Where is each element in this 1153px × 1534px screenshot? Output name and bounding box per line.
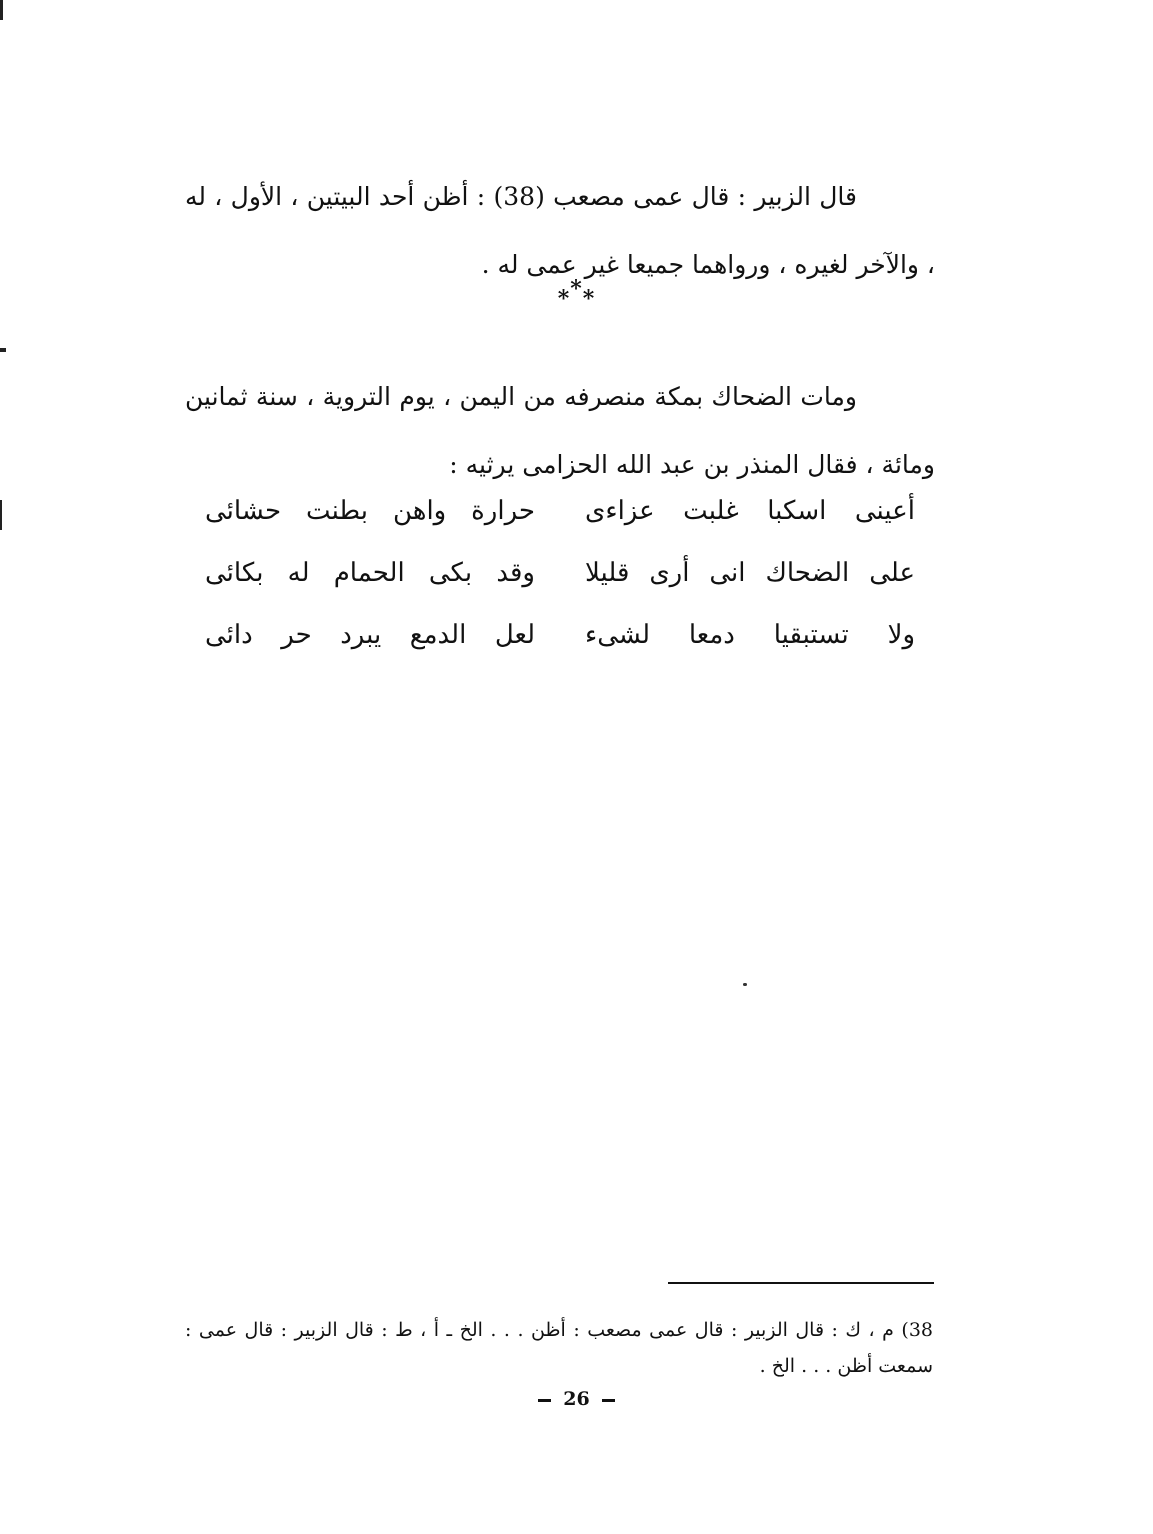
paragraph-zubayr-note (185, 163, 935, 299)
page-number-dash (602, 1399, 615, 1402)
second-hemistich: لعل الدمع يبرد حر دائى (205, 620, 535, 650)
footnote-separator (668, 1282, 934, 1284)
page-number (0, 1388, 1153, 1410)
poem-verse (205, 480, 915, 542)
first-hemistich: أعينى اسكبا غلبت عزاءى (585, 496, 915, 526)
poem-verse (205, 604, 915, 666)
scan-edge-mark (0, 500, 2, 530)
paragraph-death-of-dahhak (185, 363, 935, 499)
scan-edge-mark (0, 348, 6, 352)
page-number-dash (538, 1399, 551, 1402)
scan-edge-mark (0, 0, 3, 20)
second-hemistich: حرارة واهن بطنت حشائى (205, 496, 535, 526)
first-hemistich: ولا تستبقيا دمعا لشىء (585, 620, 915, 650)
stray-ink-dot (743, 983, 747, 986)
first-hemistich: على الضحاك انى أرى قليلا (585, 558, 915, 588)
elegy-poem (205, 480, 915, 666)
paragraph-text: ومات الضحاك بمكة منصرفه من اليمن ، يوم التروية ، سنة ثمانين ومائة ، فقال المنذر بن عبد الله الحزامى يرثيه : (185, 382, 935, 479)
section-divider-asterisks: *** (557, 276, 596, 312)
footnote: 38) م ، ك : قال الزبير : قال عمى مصعب : أظن . . . الخ ـ أ ، ط : قال الزبير : قال عمى : سمعت أظن . . . الخ . (185, 1319, 933, 1377)
page-number-value: 26 (563, 1388, 590, 1410)
poem-verse (205, 542, 915, 604)
second-hemistich: وقد بكى الحمام له بكائى (205, 558, 535, 588)
paragraph-text: قال الزبير : قال عمى مصعب (38) : أظن أحد البيتين ، الأول ، له ، والآخر لغيره ، ورواهما جميعا غير عمى له . (185, 182, 935, 279)
